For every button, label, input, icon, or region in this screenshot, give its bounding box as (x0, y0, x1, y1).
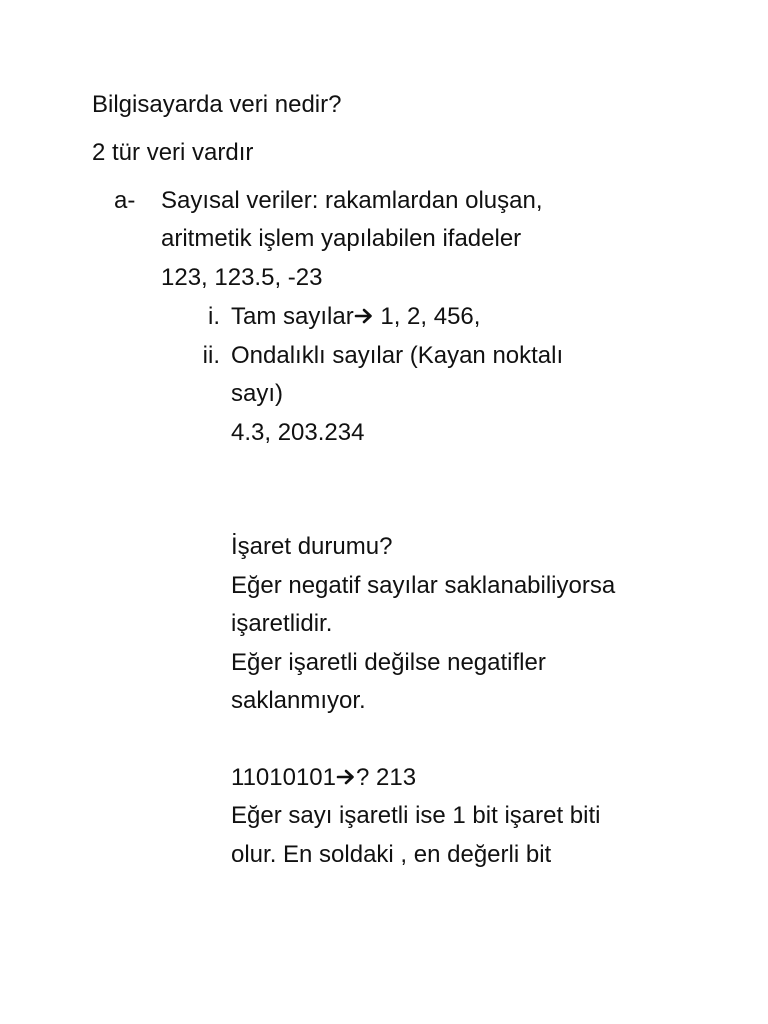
right-arrow-icon (354, 306, 374, 326)
sign-line-2: işaretlidir. (231, 610, 333, 637)
sign-line-3: Eğer işaretli değilse negatifler (231, 649, 546, 676)
right-arrow-icon (336, 767, 356, 787)
binary-example (231, 763, 416, 793)
sub-item-ii-line-3: 4.3, 203.234 (231, 419, 365, 446)
item-a-line-1: Sayısal veriler: rakamlardan oluşan, (161, 187, 543, 214)
sub-item-i-label: Tam sayılar (231, 303, 354, 330)
sub-item-ii-line-1: Ondalıklı sayılar (Kayan noktalı (231, 342, 564, 369)
sign-question: İşaret durumu? (231, 533, 393, 560)
sub-item-ii-line-2: sayı) (231, 380, 284, 407)
sign-line-4: saklanmıyor. (231, 687, 366, 714)
binary-number: 11010101 (231, 764, 336, 791)
list-marker-ii: ii. (202, 342, 220, 369)
sign-line-1: Eğer negatif sayılar saklanabiliyorsa (231, 572, 616, 599)
heading: Bilgisayarda veri nedir? (92, 91, 342, 118)
intro-text: 2 tür veri vardır (92, 139, 254, 166)
sub-item-i (231, 302, 480, 332)
sub-item-i-values: 1, 2, 456, (373, 303, 481, 330)
item-a-line-3: 123, 123.5, -23 (161, 264, 323, 291)
binary-line-2: olur. En soldaki , en değerli bit (231, 841, 552, 868)
list-marker-a: a- (114, 187, 136, 214)
binary-result: ? 213 (356, 764, 417, 791)
binary-line-1: Eğer sayı işaretli ise 1 bit işaret biti (231, 802, 601, 829)
item-a-line-2: aritmetik işlem yapılabilen ifadeler (161, 225, 522, 252)
list-marker-i: i. (208, 303, 220, 330)
